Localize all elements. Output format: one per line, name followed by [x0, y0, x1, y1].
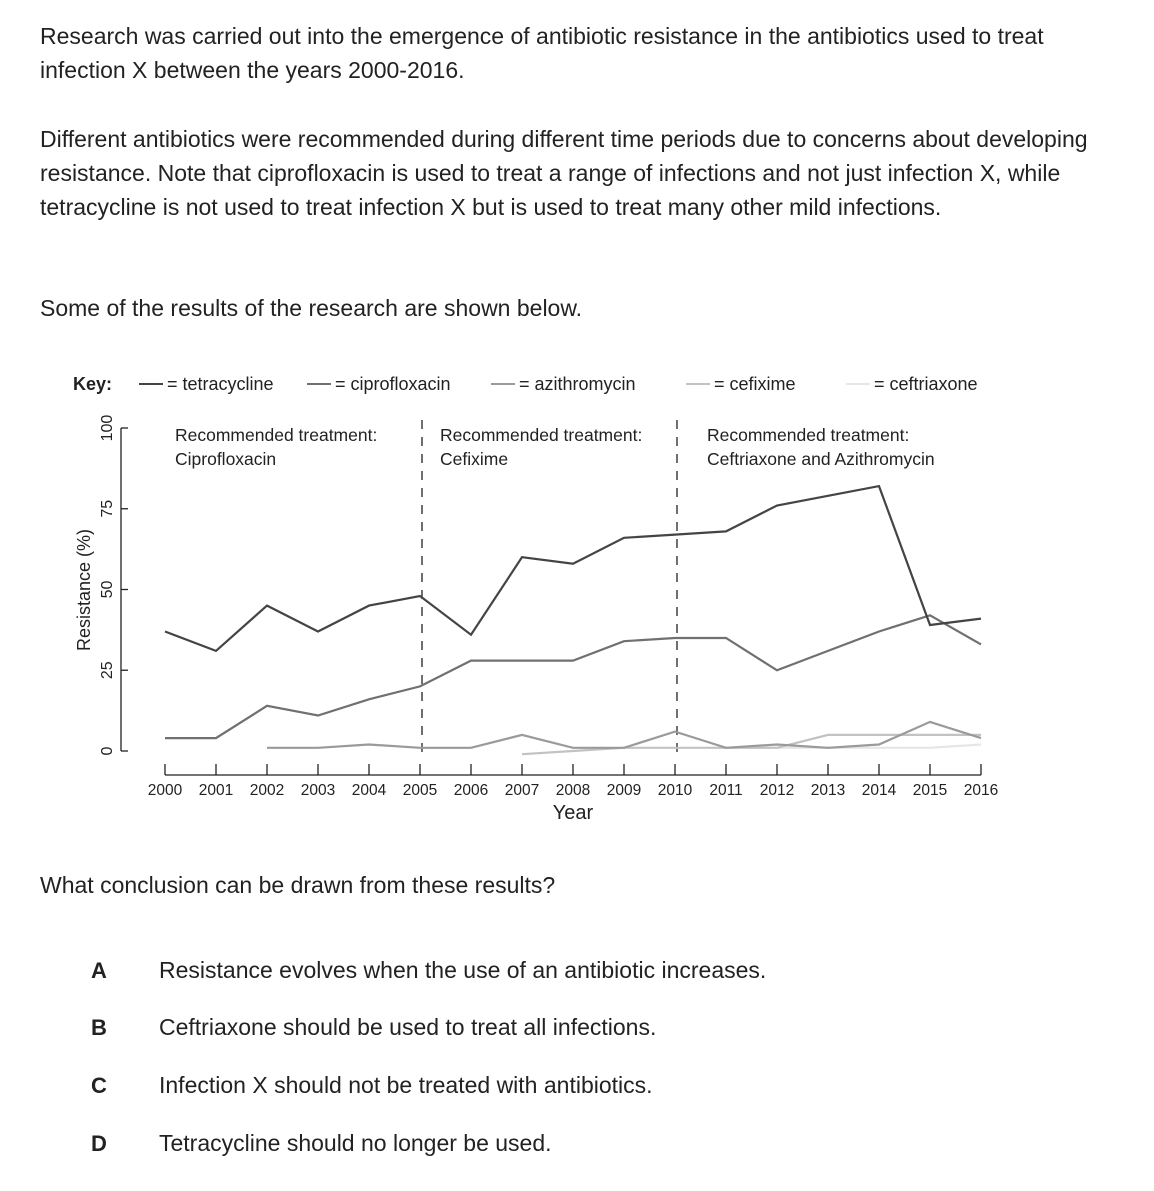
option-b[interactable] — [0, 1011, 1154, 1045]
x-tick-label: 2014 — [861, 782, 897, 799]
x-tick-label: 2000 — [147, 782, 183, 799]
y-tick-label: 0 — [99, 746, 116, 756]
y-tick-label: 50 — [99, 580, 116, 599]
period-label: Recommended treatment: — [707, 425, 910, 445]
question-text: What conclusion can be drawn from these results? — [40, 872, 556, 898]
period-drug: Ciprofloxacin — [175, 449, 277, 469]
x-axis-title: Year — [552, 802, 594, 824]
resistance-line-chart — [0, 355, 1154, 835]
x-tick-label: 2011 — [709, 782, 743, 799]
option-text: Infection X should not be treated with antibiotics. — [159, 1072, 653, 1098]
option-c[interactable] — [0, 1069, 1154, 1103]
x-tick-label: 2002 — [249, 782, 285, 799]
legend-key-label: Key: — [73, 374, 113, 394]
option-letter: B — [91, 1015, 107, 1040]
x-tick-label: 2008 — [555, 782, 591, 799]
period-drug: Ceftriaxone and Azithromycin — [707, 449, 935, 469]
legend-entry: = cefixime — [714, 374, 796, 394]
x-tick-label: 2007 — [504, 782, 540, 799]
x-tick-label: 2012 — [759, 782, 795, 799]
x-tick-label: 2003 — [300, 782, 336, 799]
series-line-tetracycline — [165, 486, 981, 651]
x-tick-label: 2010 — [657, 782, 693, 799]
y-axis — [74, 415, 128, 756]
option-a[interactable] — [0, 954, 1154, 988]
legend-entry: = azithromycin — [519, 374, 636, 394]
option-text: Resistance evolves when the use of an antibiotic increases. — [159, 957, 767, 983]
x-tick-label: 2016 — [963, 782, 999, 799]
option-text: Tetracycline should no longer be used. — [159, 1130, 552, 1156]
y-tick-label: 75 — [99, 499, 116, 518]
period-drug: Cefixime — [440, 449, 509, 469]
y-tick-label: 25 — [99, 661, 116, 680]
period-label: Recommended treatment: — [440, 425, 643, 445]
y-axis-title: Resistance (%) — [74, 528, 94, 652]
x-axis — [148, 764, 998, 824]
y-tick-label: 100 — [99, 414, 116, 442]
chart-legend — [73, 374, 978, 394]
x-tick-label: 2009 — [606, 782, 642, 799]
intro-paragraph-2: Different antibiotics were recommended during different time periods due to concerns about developing resistance. Note that ciprofloxacin is used to treat a range of infections and not just infection X, while tetracycline is not used to treat infection X but is used to treat many other mild infections. — [40, 126, 1088, 220]
intro-paragraph-3: Some of the results of the research are shown below. — [40, 295, 583, 321]
legend-entry: = tetracycline — [167, 374, 274, 394]
intro-paragraph-1: Research was carried out into the emergence of antibiotic resistance in the antibiotics used to treat infection X between the years 2000-2016. — [40, 23, 1044, 83]
option-d[interactable] — [0, 1127, 1154, 1161]
x-tick-label: 2001 — [198, 782, 234, 799]
period-label: Recommended treatment: — [175, 425, 378, 445]
option-text: Ceftriaxone should be used to treat all infections. — [159, 1014, 657, 1040]
treatment-periods — [175, 420, 935, 758]
series-line-ciprofloxacin — [165, 615, 981, 738]
option-letter: D — [91, 1131, 107, 1156]
x-tick-label: 2005 — [402, 782, 438, 799]
x-tick-label: 2015 — [912, 782, 948, 799]
series-line-cefixime — [522, 735, 981, 754]
x-tick-label: 2006 — [453, 782, 489, 799]
option-letter: A — [91, 958, 107, 983]
x-tick-label: 2004 — [351, 782, 387, 799]
x-tick-label: 2013 — [810, 782, 846, 799]
option-letter: C — [91, 1073, 107, 1098]
legend-entry: = ceftriaxone — [874, 374, 978, 394]
legend-entry: = ciprofloxacin — [335, 374, 451, 394]
series-lines — [165, 486, 981, 754]
